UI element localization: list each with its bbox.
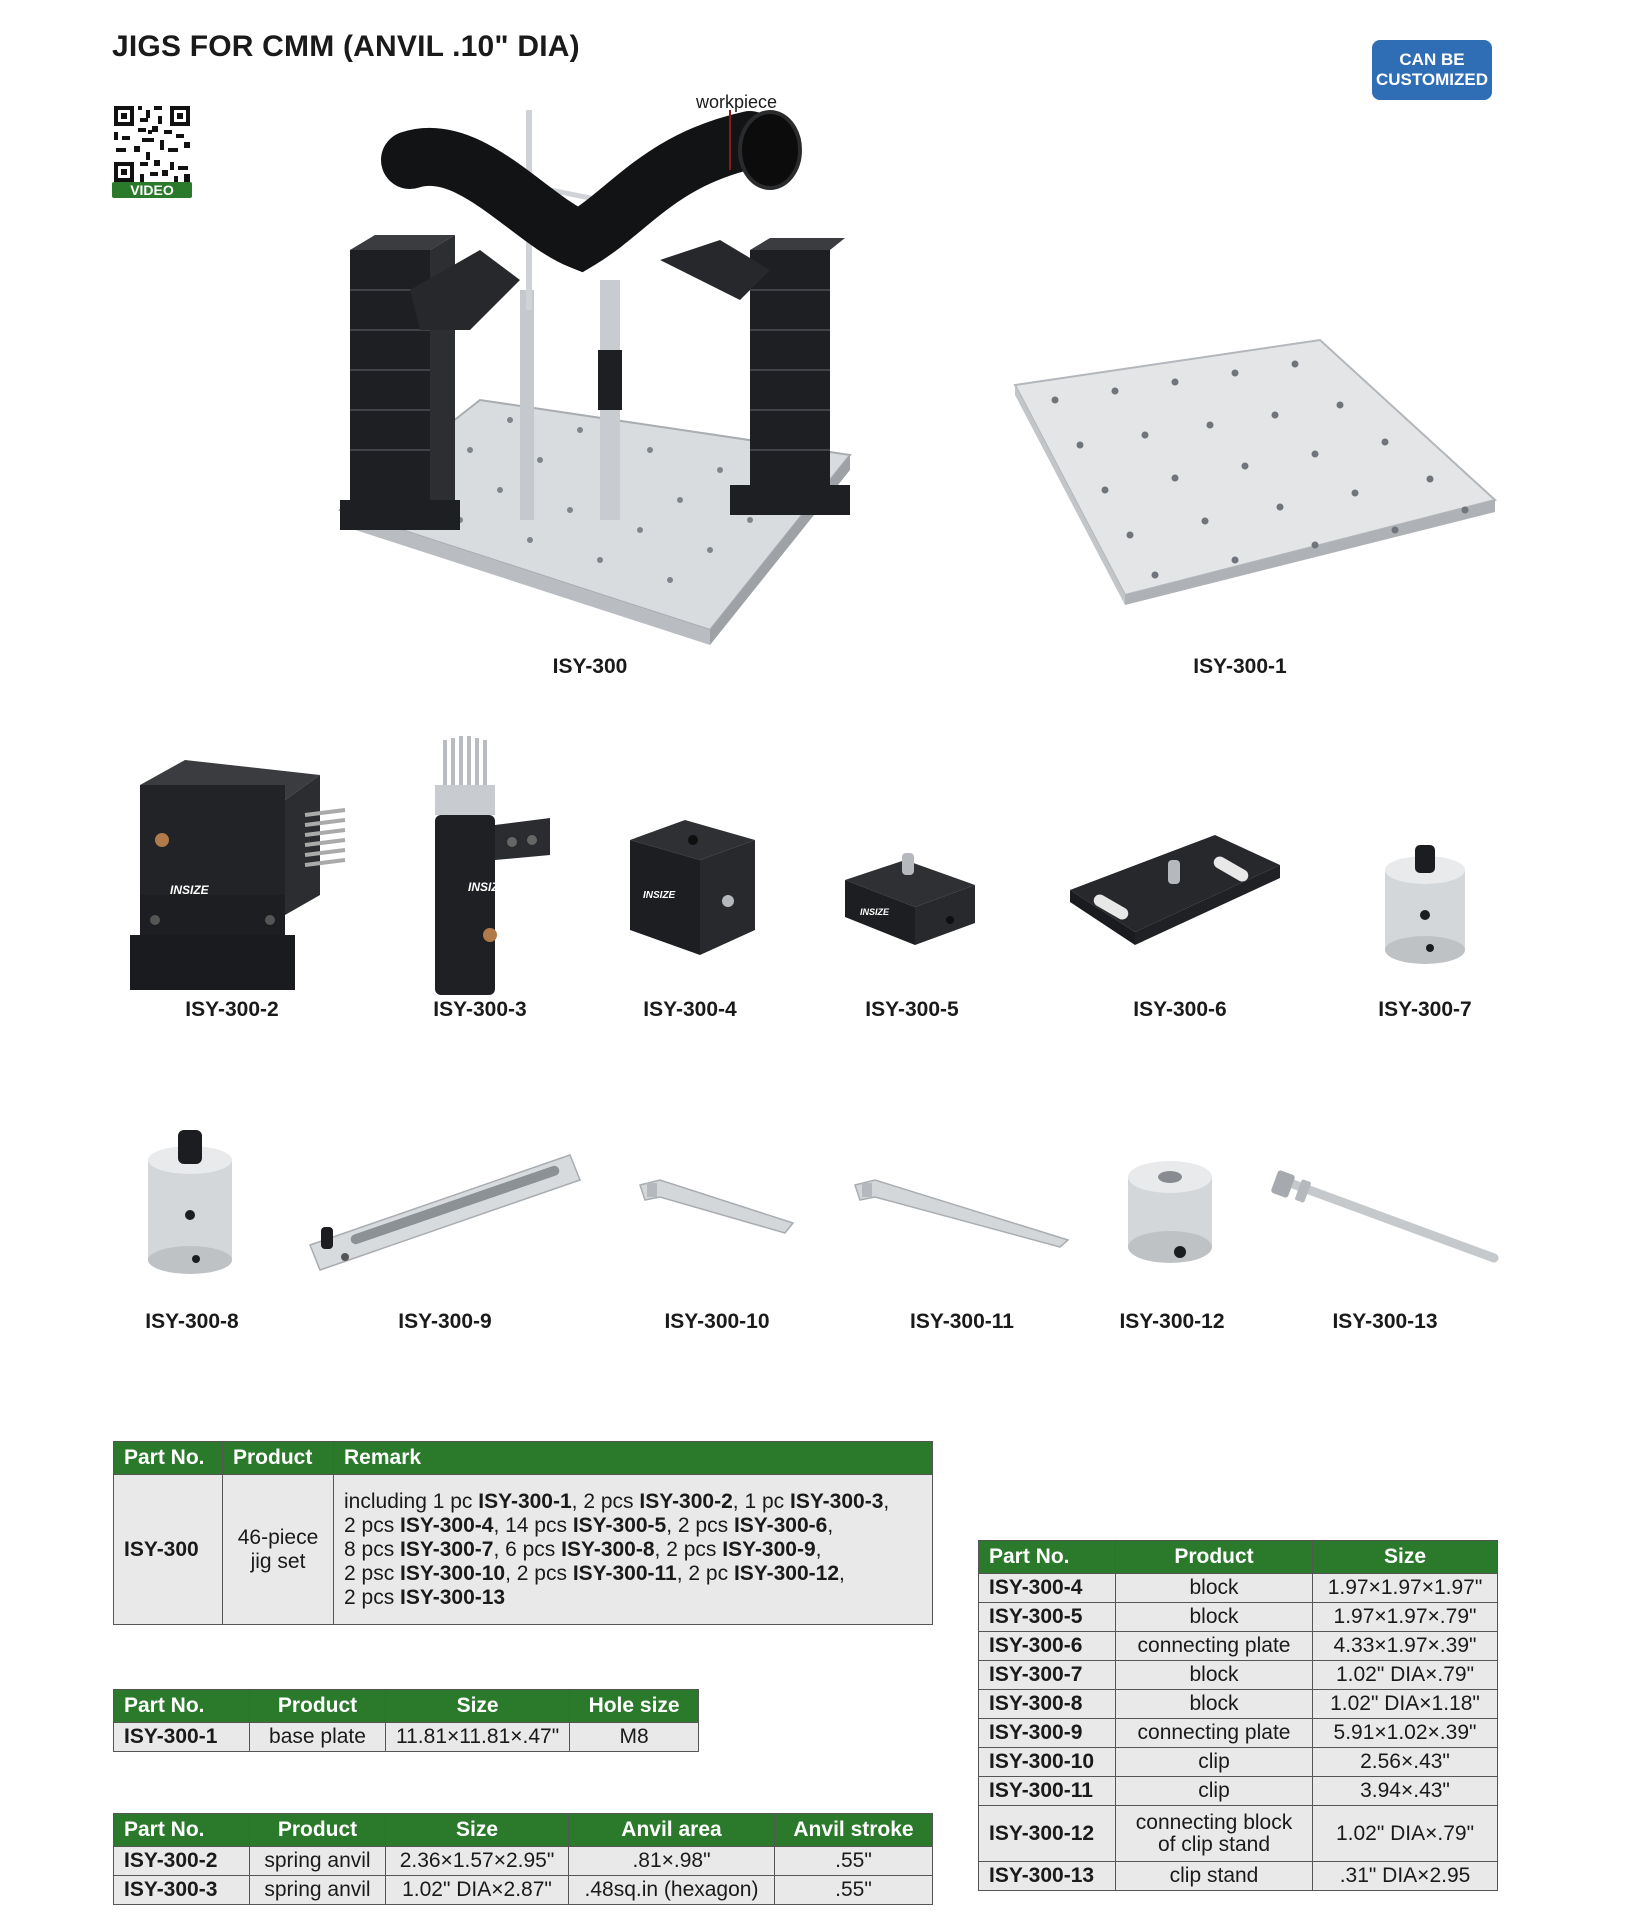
table4-cell: ISY-300-13 [979,1862,1116,1891]
table4-cell: ISY-300-9 [979,1719,1116,1748]
remark-part: ISY-300-13 [400,1585,506,1609]
table2-header-product: Product [250,1690,386,1723]
remark-text: , 2 pc [676,1561,734,1585]
remark-part: ISY-300-8 [561,1537,655,1561]
table1-remark [334,1475,933,1625]
table4-cell: 3.94×.43" [1313,1777,1498,1806]
remark-text: , 2 pcs [571,1489,640,1513]
table3-header-anvil-stroke: Anvil stroke [775,1814,933,1847]
table4-cell: connecting plate [1116,1719,1313,1748]
remark-text: , [883,1489,890,1513]
isy-300-4-image [625,815,765,965]
table-row [979,1719,1498,1748]
table2-header-part: Part No. [114,1690,250,1723]
caption-isy-300-7: ISY-300-7 [1378,998,1472,1021]
caption-isy-300-11: ISY-300-11 [910,1310,1014,1333]
table2-header-size: Size [386,1690,570,1723]
table4-cell: ISY-300-8 [979,1690,1116,1719]
table4-cell: clip [1116,1748,1313,1777]
remark-text: , [839,1561,845,1585]
table3-cell: .55" [775,1847,933,1876]
table1-header-part: Part No. [114,1442,223,1475]
remark-text: 2 pcs [344,1513,401,1537]
isy-300-8-image [140,1125,240,1280]
table-row [114,1847,933,1876]
table-row [979,1806,1498,1862]
remark-part: ISY-300-6 [733,1513,828,1537]
remark-text: , 2 pcs [505,1561,573,1585]
caption-isy-300-12: ISY-300-12 [1119,1310,1225,1333]
table4-cell: 1.02" DIA×.79" [1313,1661,1498,1690]
isy-300-10-image [635,1175,795,1240]
table3-cell: 1.02" DIA×2.87" [386,1876,569,1905]
table4-header-product: Product [1116,1541,1313,1574]
remark-line-1 [344,1490,922,1514]
table4-cell: ISY-300-11 [979,1777,1116,1806]
remark-text: , 1 pc [732,1489,790,1513]
table1-header-product: Product [223,1442,334,1475]
caption-isy-300-1: ISY-300-1 [1193,655,1287,678]
brand-logo-2: INSIZE [170,883,209,897]
remark-text: 2 psc [344,1561,401,1585]
remark-part: ISY-300-3 [789,1489,884,1513]
table2-cell-part: ISY-300-1 [114,1723,250,1752]
page-title: JIGS FOR CMM (ANVIL .10" DIA) [112,30,580,63]
caption-isy-300: ISY-300 [552,655,628,678]
remark-part: ISY-300-2 [639,1489,733,1513]
caption-isy-300-2: ISY-300-2 [185,998,279,1021]
brand-logo-4: INSIZE [643,890,676,901]
remark-part: ISY-300-12 [733,1561,840,1585]
video-qr-code[interactable] [112,104,192,198]
table3-cell: spring anvil [250,1847,386,1876]
remark-text: 2 pcs [344,1585,401,1609]
table1-product [223,1475,334,1625]
table4-cell: ISY-300-10 [979,1748,1116,1777]
table1-part: ISY-300 [114,1475,223,1625]
remark-part: ISY-300-1 [478,1489,572,1513]
remark-text: including 1 pc [344,1489,479,1513]
isy-300-12-image [1120,1152,1220,1270]
table-row [114,1876,933,1905]
table4-cell: ISY-300-4 [979,1574,1116,1603]
table2-cell-product: base plate [250,1723,386,1752]
table3-cell: .48sq.in (hexagon) [569,1876,775,1905]
table4-header-part: Part No. [979,1541,1116,1574]
remark-text: , 2 pcs [654,1537,723,1561]
remark-part: ISY-300-5 [572,1513,667,1537]
caption-isy-300-6: ISY-300-6 [1133,998,1227,1021]
remark-text: , [827,1513,834,1537]
table2-cell-size: 11.81×11.81×.47" [386,1723,570,1752]
badge-line-1: CAN BE [1399,50,1465,69]
caption-isy-300-4: ISY-300-4 [643,998,737,1021]
isy-300-2-image [130,755,350,995]
isy-300-6-image [1065,820,1285,960]
remark-text: , 14 pcs [493,1513,573,1537]
spring-anvil-table [113,1813,933,1905]
table4-cell: clip [1116,1777,1313,1806]
caption-isy-300-10: ISY-300-10 [664,1310,770,1333]
table4-cell: 5.91×1.02×.39" [1313,1719,1498,1748]
table3-cell: ISY-300-2 [114,1847,250,1876]
table-row [114,1475,933,1625]
table4-cell: ISY-300-6 [979,1632,1116,1661]
remark-part: ISY-300-4 [400,1513,494,1537]
table1-product-line-2: jig set [250,1549,306,1573]
table4-cell: 1.97×1.97×.79" [1313,1603,1498,1632]
caption-isy-300-3: ISY-300-3 [433,998,527,1021]
table4-cell: 4.33×1.97×.39" [1313,1632,1498,1661]
isy-300-13-image [1272,1170,1502,1270]
remark-part: ISY-300-11 [572,1561,677,1585]
table4-cell: 1.02" DIA×.79" [1313,1806,1498,1862]
table-row [979,1748,1498,1777]
table-row [114,1723,699,1752]
table4-cell: 1.97×1.97×1.97" [1313,1574,1498,1603]
base-plate-table [113,1689,699,1752]
table4-cell: connecting plate [1116,1632,1313,1661]
brand-logo-5: INSIZE [860,907,890,917]
remark-part: ISY-300-7 [400,1537,494,1561]
isy-300-11-image [850,1175,1070,1250]
remark-text: , [815,1537,822,1561]
table4-cell: 1.02" DIA×1.18" [1313,1690,1498,1719]
isy-300-image [330,100,850,640]
table3-cell: 2.36×1.57×2.95" [386,1847,569,1876]
table1-product-line-1: 46-piece [237,1525,319,1549]
table3-cell: .81×.98" [569,1847,775,1876]
table-row [979,1603,1498,1632]
remark-line-3 [344,1538,922,1562]
table4-cell: ISY-300-5 [979,1603,1116,1632]
set-contents-table [113,1441,933,1625]
remark-line-4 [344,1562,922,1586]
remark-text: 8 pcs [344,1537,401,1561]
badge-line-2: CUSTOMIZED [1375,70,1489,89]
remark-text: , 6 pcs [493,1537,562,1561]
table4-cell: block [1116,1603,1313,1632]
isy-300-5-image [840,845,980,955]
table3-cell: ISY-300-3 [114,1876,250,1905]
table-row [979,1862,1498,1891]
table-row [979,1777,1498,1806]
isy-300-9-image [305,1145,585,1275]
caption-isy-300-13: ISY-300-13 [1332,1310,1438,1333]
table4-cell: clip stand [1116,1862,1313,1891]
remark-part: ISY-300-9 [722,1537,816,1561]
table4-cell: 2.56×.43" [1313,1748,1498,1777]
isy-300-3-image [420,730,560,1000]
remark-part: ISY-300-10 [400,1561,506,1585]
isy-300-7-image [1375,840,1475,970]
table4-cell: block [1116,1661,1313,1690]
table-row [979,1690,1498,1719]
table-row [979,1574,1498,1603]
remark-text: , 2 pcs [666,1513,734,1537]
table-row [979,1632,1498,1661]
video-label: VIDEO [130,182,174,198]
table1-header-remark: Remark [334,1442,933,1475]
table2-cell-hole: M8 [570,1723,699,1752]
table-row [979,1661,1498,1690]
table2-header-hole: Hole size [570,1690,699,1723]
table4-cell: connecting block of clip stand [1116,1806,1313,1862]
caption-isy-300-9: ISY-300-9 [398,1310,492,1333]
table4-cell: ISY-300-7 [979,1661,1116,1690]
customizable-badge [1372,40,1492,100]
table3-header-anvil-area: Anvil area [569,1814,775,1847]
table4-cell: block [1116,1574,1313,1603]
accessories-table [978,1540,1498,1891]
table4-header-size: Size [1313,1541,1498,1574]
brand-logo-3: INSIZE [468,880,507,894]
table3-cell: .55" [775,1876,933,1905]
table4-cell: ISY-300-12 [979,1806,1116,1862]
table3-header-product: Product [250,1814,386,1847]
caption-isy-300-8: ISY-300-8 [145,1310,239,1333]
isy-300-1-image [1015,330,1495,610]
table3-header-part: Part No. [114,1814,250,1847]
table3-header-size: Size [386,1814,569,1847]
table4-cell: .31" DIA×2.95 [1313,1862,1498,1891]
remark-line-5 [344,1586,922,1610]
workpiece-label: workpiece [696,92,778,112]
caption-isy-300-5: ISY-300-5 [865,998,959,1021]
table3-cell: spring anvil [250,1876,386,1905]
table4-cell: block [1116,1690,1313,1719]
remark-line-2 [344,1514,922,1538]
